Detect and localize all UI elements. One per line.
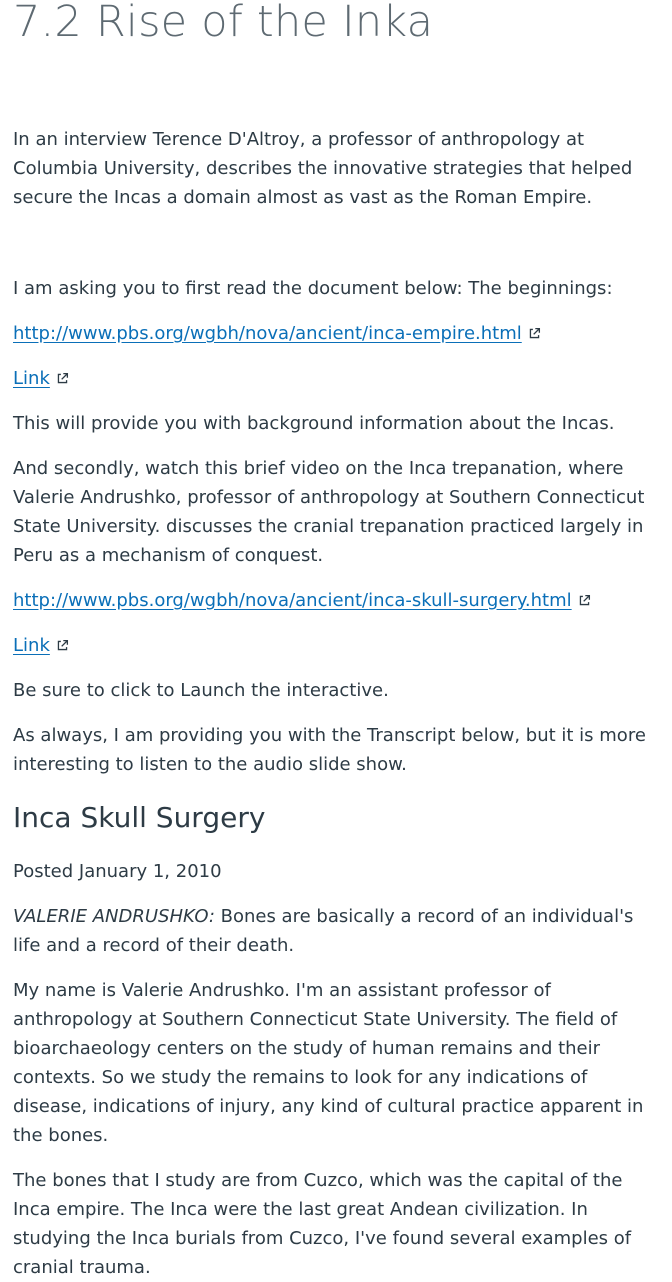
external-link-icon (578, 594, 591, 607)
spacer (13, 960, 659, 976)
spacer (13, 660, 659, 676)
spacer (13, 1150, 659, 1166)
external-link-icon (528, 327, 541, 340)
transcript-note-paragraph: As always, I am providing you with the Transcript below, but it is more interesting to listen to the audio slide show. (13, 725, 646, 775)
spacer (13, 303, 659, 319)
spacer (13, 212, 659, 274)
inca-empire-link[interactable]: Link (13, 368, 50, 389)
external-link-icon (56, 639, 69, 652)
transcript-heading: Inca Skull Surgery (13, 801, 266, 834)
intro-paragraph: In an interview Terence D'Altroy, a professor of anthropology at Columbia University, describes the innovative strategies that helped secure the Incas a domain almost as vast as the Roman Empire. (13, 129, 633, 208)
speaker-name: VALERIE ANDRUSHKO: (13, 906, 215, 927)
transcript-quote-paragraph (13, 902, 659, 960)
spacer (13, 438, 659, 454)
spacer (13, 615, 659, 631)
spacer (13, 705, 659, 721)
link2-short-paragraph (13, 631, 659, 660)
spacer (13, 838, 659, 857)
link2-paragraph (13, 586, 659, 615)
external-link-icon (56, 372, 69, 385)
posted-date: Posted January 1, 2010 (13, 861, 222, 882)
video-request-paragraph: And secondly, watch this brief video on the Inca trepanation, where Valerie Andrushko, professor of anthropology at Southern Connecticut State University. discusses the cranial trepanation practiced largely in Peru as a mechanism of conquest. (13, 458, 645, 566)
spacer (13, 886, 659, 902)
skull-surgery-url-link[interactable]: http://www.pbs.org/wgbh/nova/ancient/inca-skull-surgery.html (13, 590, 572, 611)
reading-request-paragraph: I am asking you to first read the document below: The beginnings: (13, 278, 613, 299)
page-title: 7.2 Rise of the Inka (13, 0, 434, 47)
spacer (13, 54, 659, 125)
spacer (13, 779, 659, 798)
inca-empire-url-link[interactable]: http://www.pbs.org/wgbh/nova/ancient/inca-empire.html (13, 323, 522, 344)
interactive-note-paragraph: Be sure to click to Launch the interactive. (13, 680, 389, 701)
spacer (13, 348, 659, 364)
spacer (13, 570, 659, 586)
link1-short-paragraph (13, 364, 659, 393)
transcript-paragraph-2: My name is Valerie Andrushko. I'm an assistant professor of anthropology at Southern Connecticut State University. The field of bioarchaeology centers on the study of human remains and their contexts. So we study the remains to look for any indications of disease, indications of injury, any kind of cultural practice apparent in the bones. (13, 980, 644, 1146)
spacer (13, 393, 659, 409)
transcript-paragraph-3: The bones that I study are from Cuzco, which was the capital of the Inca empire. The Inca were the last great Andean civilization. In studying the Inca burials from Cuzco, I've found several examples of cranial trauma. (13, 1170, 632, 1278)
page-content (13, 0, 659, 1282)
background-note-paragraph: This will provide you with background information about the Incas. (13, 413, 615, 434)
skull-surgery-link[interactable]: Link (13, 635, 50, 656)
quote-text: Bones are basically a record of an individual's life and a record of their death. (13, 906, 634, 956)
link1-paragraph (13, 319, 659, 348)
